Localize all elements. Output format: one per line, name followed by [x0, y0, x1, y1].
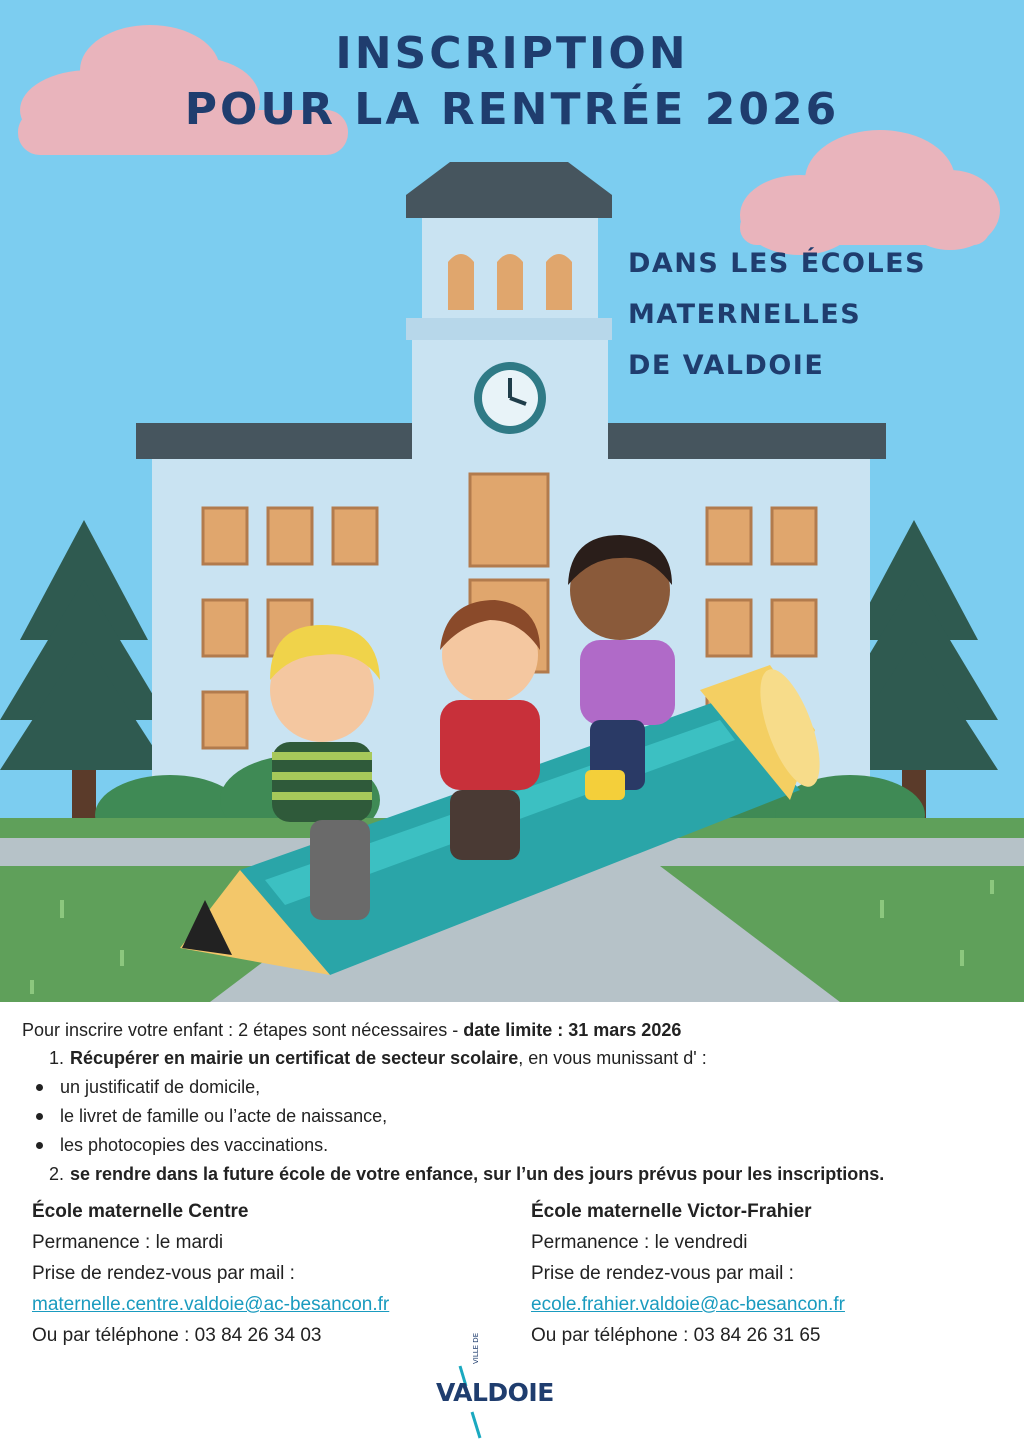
step-1-rest: , en vous munissant d' :: [518, 1048, 707, 1068]
step-2-bold: se rendre dans la future école de votre enfance, sur l’un des jours prévus pour les inscriptions.: [70, 1164, 885, 1184]
school-email-link[interactable]: ecole.frahier.valdoie@ac-besancon.fr: [531, 1294, 845, 1315]
intro-line: [22, 1016, 1012, 1044]
bullet-icon: [36, 1084, 43, 1091]
step-1: [22, 1044, 1012, 1073]
school-email-link[interactable]: maternelle.centre.valdoie@ac-besancon.fr: [32, 1294, 390, 1315]
poster-title: [0, 26, 1024, 138]
step-2: [22, 1160, 1012, 1189]
school-phone: Ou par téléphone : 03 84 26 31 65: [531, 1325, 821, 1346]
document-label: le livret de famille ou l’acte de naissance,: [60, 1106, 388, 1126]
school-phone: Ou par téléphone : 03 84 26 34 03: [32, 1325, 322, 1346]
step-1-bold: Récupérer en mairie un certificat de secteur scolaire: [70, 1048, 519, 1068]
step-1-number: 1.: [48, 1048, 64, 1068]
logo-word: VALDOIE: [436, 1378, 554, 1407]
document-item: [22, 1073, 1012, 1102]
school-name: École maternelle Centre: [32, 1201, 249, 1222]
intro-text: Pour inscrire votre enfant : 2 étapes sont nécessaires -: [22, 1020, 464, 1040]
school-mail-label: Prise de rendez-vous par mail :: [531, 1263, 794, 1284]
document-label: un justificatif de domicile,: [60, 1077, 261, 1097]
title-line-1: INSCRIPTION: [335, 28, 689, 79]
deadline-text: date limite : 31 mars 2026: [463, 1020, 682, 1040]
valdoie-logo: [436, 1332, 554, 1440]
school-victor-frahier: [531, 1196, 1001, 1351]
bullet-icon: [36, 1113, 43, 1120]
school-permanence: Permanence : le vendredi: [531, 1232, 748, 1253]
document-item: [22, 1102, 1012, 1131]
document-label: les photocopies des vaccinations.: [60, 1135, 329, 1155]
step-2-number: 2.: [48, 1164, 64, 1184]
school-mail-label: Prise de rendez-vous par mail :: [32, 1263, 295, 1284]
bullet-icon: [36, 1142, 43, 1149]
registration-info: [22, 1016, 1012, 1189]
logo-small-text: VILLE DE: [472, 1332, 480, 1364]
school-permanence: Permanence : le mardi: [32, 1232, 224, 1253]
subtitle-line-3: DE VALDOIE: [628, 350, 825, 381]
subtitle-line-1: DANS LES ÉCOLES: [628, 248, 927, 279]
title-line-2: POUR LA RENTRÉE 2026: [184, 84, 840, 135]
subtitle-line-2: MATERNELLES: [628, 299, 862, 330]
school-centre: [32, 1196, 502, 1351]
document-item: [22, 1131, 1012, 1160]
poster-subtitle: [628, 238, 1008, 391]
school-name: École maternelle Victor-Frahier: [531, 1201, 812, 1222]
